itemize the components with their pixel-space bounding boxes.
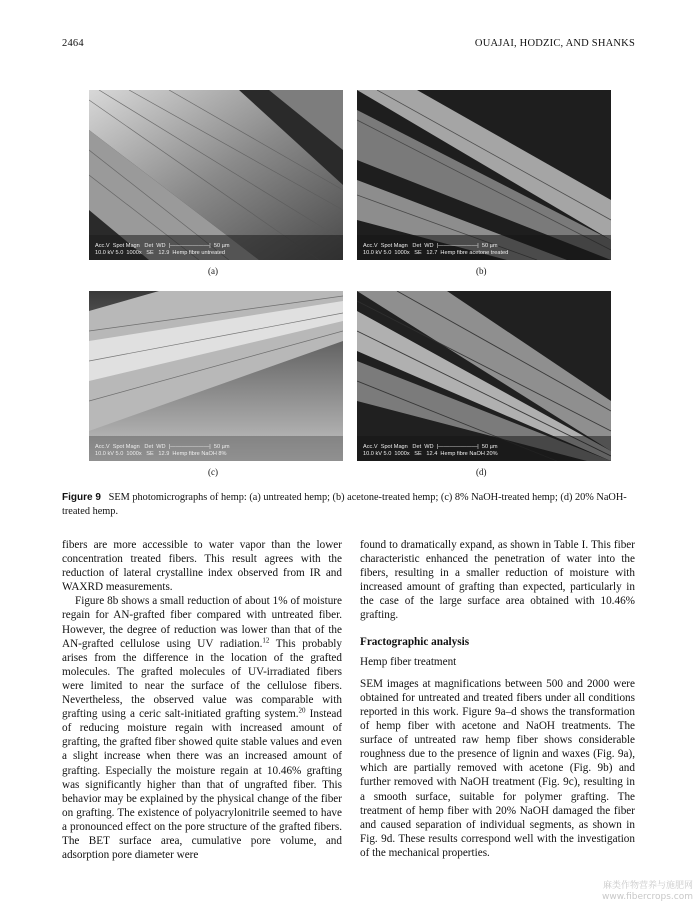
sem-image-c: [89, 291, 343, 461]
sem-image-a: [89, 90, 343, 260]
panel-label-c: (c): [208, 467, 218, 477]
subsection-heading: Hemp fiber treatment: [360, 655, 457, 668]
paragraph: SEM images at magnifications between 500 and 2000 were obtained for untreated and treated fibers under all conditions reported in this work. Figure 9a–d shows the transformation of hemp fiber with acetone and NaOH treatments. The surface of untreated raw hemp fiber shows considerable roughness due to the presence of lignin and waxes (Fig. 9a), which are partially removed with acetone (Fig. 9b) and further removed with NaOH treatment (Fig. 9c), resulting in a smooth surface, suitable for polymer grafting. The treatment of hemp fiber with 20% NaOH damaged the fiber and caused separation of individual segments, as shown in Fig. 9d. These results correspond well with the investigation of the mechanical properties.: [360, 677, 635, 859]
running-header-authors: OUAJAI, HODZIC, AND SHANKS: [474, 38, 635, 49]
section-heading: Fractographic analysis: [360, 635, 470, 648]
paragraph: found to dramatically expand, as shown in Table I. This fiber characteristic enhanced the penetration of water into the fibers, resulting in a smaller reduction of moisture with increased amount of grafting than expected, particularly in the case of the large surface area obtained with 10.46% grafting.: [360, 539, 635, 622]
sem-info-bar-c: Acc.V Spot Magn Det WD |———————| 50 µm 10.0 kV 5.0 1000x SE 12.9 Hemp fibre NaOH 8%: [95, 444, 230, 457]
sem-info-bar-a: Acc.V Spot Magn Det WD |———————| 50 µm 10.0 kV 5.0 1000x SE 12.9 Hemp fibre untreated: [95, 243, 230, 256]
fiber-graphic-b: [357, 90, 611, 260]
panel-label-a: (a): [208, 266, 218, 276]
paragraph: Figure 8b shows a small reduction of about 1% of moisture regain for AN-grafted fiber compared with untreated fiber. However, the degree of reduction was lower than that of the AN-grafted cellulose using UV radiation.$^{12}$ This probably arises from the difference in the location of the grafted molecules. The grafted molecules of UV-irradiated fibers were limited to near the surface of the cellulose fibers. Nevertheless, the observed value was comparable with grafting using a ceric salt-initiated grafting system.$^{20}$ Instead of reducing moisture regain with increased amount of grafting, the grafted fiber showed quite stable values and even a slight increase when there was an increased amount of grafting. Especially the moisture regain at 10.46% grafting was significantly higher than that of ungrafted fiber. This behavior may be explained by the physical change of the fiber on grafting. The existence of polyacrylonitrile seemed to have a pronounced effect on the pore structure of the grafted fibers. The BET surface area, cumulative pore volume, and adsorption pore diameter were: [62, 595, 342, 862]
panel-label-d: (d): [476, 467, 487, 477]
citation: 20: [298, 706, 306, 715]
fiber-graphic-d: [357, 291, 611, 461]
sem-info-bar-d: Acc.V Spot Magn Det WD |———————| 50 µm 10.0 kV 5.0 1000x SE 12.4 Hemp fibre NaOH 20%: [363, 444, 498, 457]
figure-caption-text: SEM photomicrographs of hemp: (a) untreated hemp; (b) acetone-treated hemp; (c) 8% NaOH-treated hemp; (d) 20% NaOH-treated hemp.: [62, 492, 627, 517]
fiber-graphic-a: [89, 90, 343, 260]
sem-image-d: [357, 291, 611, 461]
sem-image-b: [357, 90, 611, 260]
page-number: 2464: [62, 38, 84, 49]
sem-info-bar-b: Acc.V Spot Magn Det WD |———————| 50 µm 10.0 kV 5.0 1000x SE 12.7 Hemp fibre acetone treated: [363, 243, 509, 256]
paragraph: fibers are more accessible to water vapor than the lower concentration treated fibers. This result agrees with the reduction of lateral crystalline index observed from IR and WAXRD measurements.: [62, 539, 342, 594]
figure-caption: [62, 491, 634, 519]
left-column: [62, 538, 342, 862]
fiber-graphic-c: [89, 291, 343, 461]
right-column: [360, 538, 635, 860]
watermark: 麻类作物营养与施肥网 www.fibercrops.com: [602, 881, 693, 902]
figure-caption-label: Figure 9: [62, 492, 101, 503]
citation: 12: [262, 635, 270, 644]
panel-label-b: (b): [476, 266, 487, 276]
